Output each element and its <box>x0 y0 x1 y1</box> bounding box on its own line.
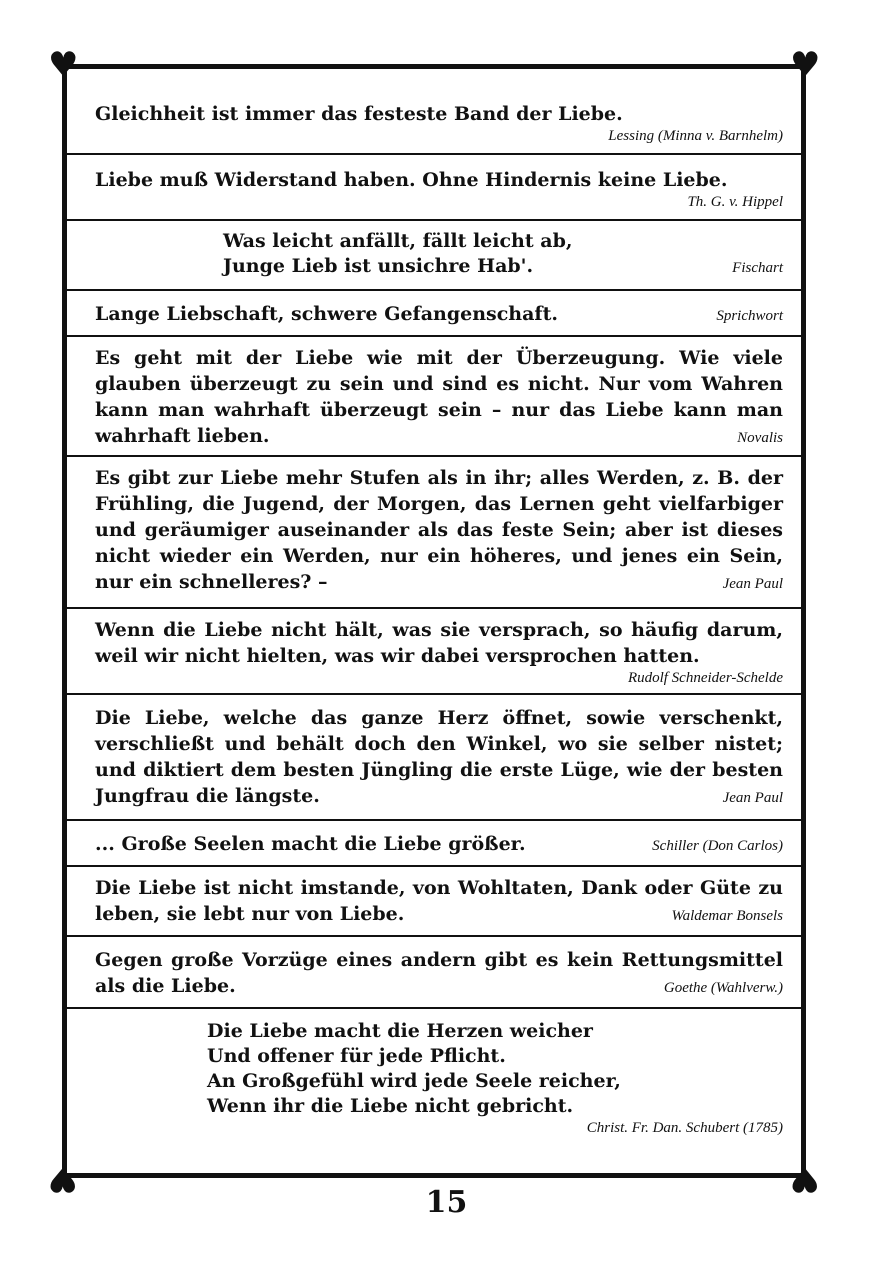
quote-author: Rudolf Schneider-Schelde <box>627 670 783 686</box>
quote-text: Lange Liebschaft, schwere Gefangenschaft. <box>95 303 558 325</box>
quote-entry <box>67 291 801 337</box>
quote-entry <box>67 821 801 867</box>
quote-author: Th. G. v. Hippel <box>687 194 783 210</box>
page-number: 15 <box>425 1185 468 1220</box>
quote-entry <box>67 937 801 1009</box>
quote-author: Waldemar Bonsels <box>671 908 783 924</box>
quote-author: Jean Paul <box>722 790 783 806</box>
quote-entry <box>67 457 801 609</box>
verse-line: Und offener für jede Pflicht. <box>207 1045 506 1067</box>
quote-author: Sprichwort <box>716 308 783 324</box>
quote-text: Gleichheit ist immer das festeste Band der Liebe. <box>95 103 623 125</box>
quote-text: Es gibt zur Liebe mehr Stufen als in ihr; alles Werden, z. B. der Frühling, die Jugend, der Morgen, das Lernen geht vielfarbiger und geräumiger auseinander als das feste Sein; aber ist dieses nicht wieder ein Werden, nur ein höheres, und jenes ein Sein, nur ein schnelleres? – <box>95 467 783 593</box>
verse-line: An Großgefühl wird jede Seele reicher, <box>207 1070 621 1092</box>
page-frame <box>47 45 821 1199</box>
verse-line: Wenn ihr die Liebe nicht gebricht. <box>207 1095 574 1117</box>
quote-author: Jean Paul <box>722 576 783 592</box>
quote-text: Wenn die Liebe nicht hält, was sie versprach, so häufig darum, weil wir nicht hielten, was wir dabei versprochen hatten. <box>95 619 783 667</box>
quote-text: Gegen große Vorzüge eines andern gibt es kein Rettungsmittel als die Liebe. <box>95 949 783 997</box>
quote-text: Es geht mit der Liebe wie mit der Überzeugung. Wie viele glauben überzeugt zu sein und sind es nicht. Nur vom Wahren kann man wahrhaft überzeugt sein – nur das Liebe kann man wahrhaft lieben. <box>95 347 783 447</box>
quote-author: Novalis <box>737 430 783 446</box>
frame-bottom-rule <box>60 1173 808 1178</box>
heart-ornament-icon: ♥ <box>790 45 821 85</box>
verse-line: Junge Lieb ist unsichre Hab'. <box>223 255 534 277</box>
heart-ornament-icon: ♥ <box>48 45 79 85</box>
heart-ornament-icon: ♥ <box>47 1159 78 1199</box>
quote-text: Liebe muß Widerstand haben. Ohne Hindernis keine Liebe. <box>95 169 728 191</box>
quote-text: Die Liebe ist nicht imstande, von Wohltaten, Dank oder Güte zu leben, sie lebt nur von Liebe. <box>95 877 783 925</box>
quote-text: Die Liebe, welche das ganze Herz öffnet, sowie verschenkt, verschließt und behält doch den Winkel, wo sie selber nistet; und diktiert dem besten Jüngling die erste Lüge, wie der besten Jungfrau die längste. <box>95 707 783 807</box>
verse-line: Die Liebe macht die Herzen weicher <box>207 1020 593 1042</box>
quote-entry <box>67 1009 801 1173</box>
quote-author: Christ. Fr. Dan. Schubert (1785) <box>586 1120 783 1136</box>
quote-entry <box>67 695 801 821</box>
quote-entry <box>67 867 801 937</box>
quote-entry <box>67 155 801 221</box>
quote-author: Goethe (Wahlverw.) <box>663 980 783 996</box>
frame-right-rule <box>801 64 806 1178</box>
quote-list <box>67 69 801 1173</box>
quote-author: Lessing (Minna v. Barnhelm) <box>608 128 783 144</box>
quote-entry <box>67 337 801 457</box>
verse-line: Was leicht anfällt, fällt leicht ab, <box>223 230 573 252</box>
heart-ornament-icon: ♥ <box>789 1159 820 1199</box>
quote-text: ... Große Seelen macht die Liebe größer. <box>95 833 526 855</box>
quote-author: Fischart <box>732 260 783 276</box>
quote-entry <box>67 609 801 695</box>
quote-author: Schiller (Don Carlos) <box>652 838 783 854</box>
quote-entry <box>67 69 801 155</box>
quote-entry <box>67 221 801 291</box>
